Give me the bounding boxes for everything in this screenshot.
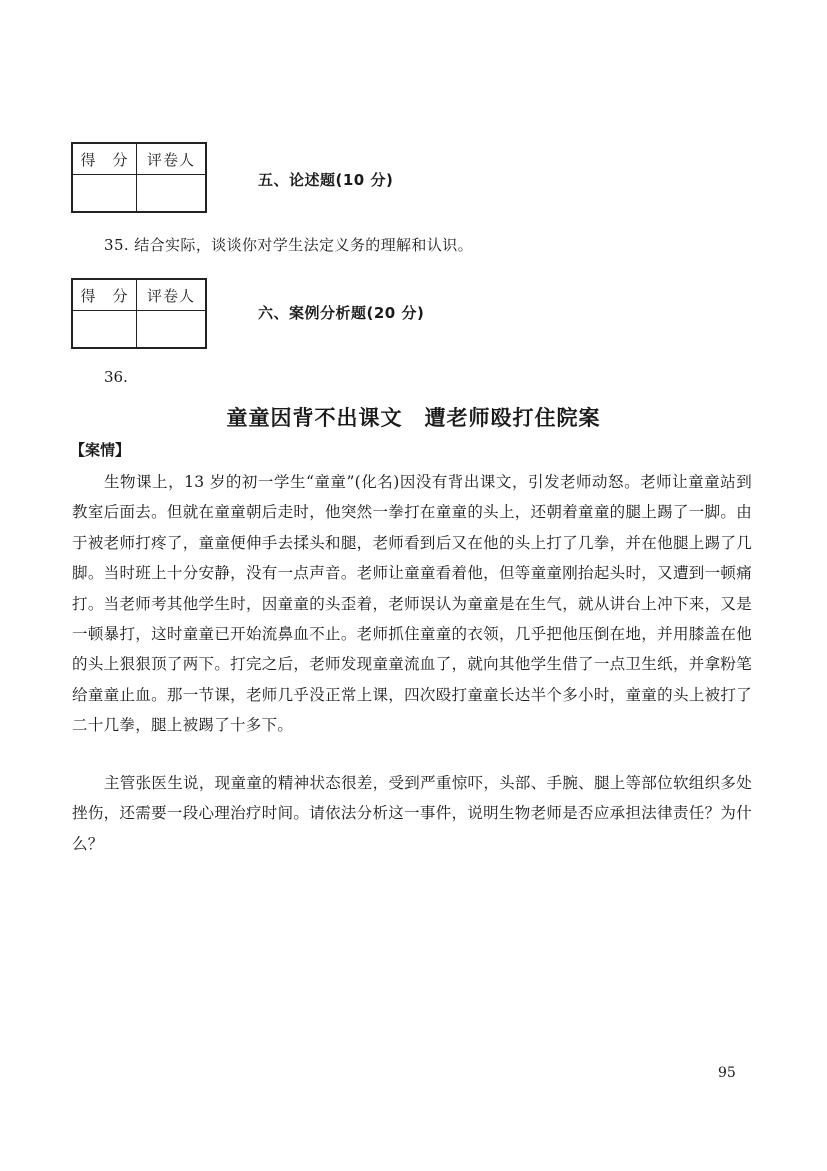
case-facts-label: 【案情】 [70,441,131,459]
score-table-section-5 [71,142,207,213]
grader-blank-cell [137,311,207,349]
score-header-cell: 得 分 [72,279,137,311]
score-table-section-6 [71,278,207,349]
question-36-number: 36. [104,368,128,386]
section-6-title: 六、案例分析题(20 分) [258,304,425,322]
section-5-title: 五、论述题(10 分) [258,171,394,189]
grader-header-cell: 评卷人 [137,143,207,175]
case-title: 童童因背不出课文 遭老师殴打住院案 [226,406,601,430]
grader-header-cell: 评卷人 [137,279,207,311]
score-blank-cell [72,311,137,349]
grader-blank-cell [137,175,207,213]
score-blank-cell [72,175,137,213]
case-paragraph-1: 生物课上，13 岁的初一学生“童童”(化名)因没有背出课文，引发老师动怒。老师让童童站到教室后面去。但就在童童朝后走时，他突然一拳打在童童的头上，还朝着童童的腿上踢了一脚。由于被老师打疼了，童童便伸手去揉头和腿，老师看到后又在他的头上打了几拳，并在他腿上踢了几脚。当时班上十分安静，没有一点声音。老师让童童看着他，但等童童刚抬起头时，又遭到一顿痛打。当老师考其他学生时，因童童的头歪着，老师误认为童童是在生气，就从讲台上冲下来，又是一顿暴打，这时童童已开始流鼻血不止。老师抓住童童的衣领，几乎把他压倒在地，并用膝盖在他的头上狠狠顶了两下。打完之后，老师发现童童流血了，就向其他学生借了一点卫生纸，并拿粉笔给童童止血。那一节课，老师几乎没正常上课，四次殴打童童长达半个多小时，童童的头上被打了二十几拳，腿上被踢了十多下。 [72,473,752,735]
page-number: 95 [718,1065,736,1081]
case-paragraph-2: 主管张医生说，现童童的精神状态很差，受到严重惊吓，头部、手腕、腿上等部位软组织多处挫伤，还需要一段心理治疗时间。请依法分析这一事件，说明生物老师是否应承担法律责任？为什么？ [72,774,752,853]
question-35: 35. 结合实际，谈谈你对学生法定义务的理解和认识。 [104,236,474,254]
score-header-cell: 得 分 [72,143,137,175]
